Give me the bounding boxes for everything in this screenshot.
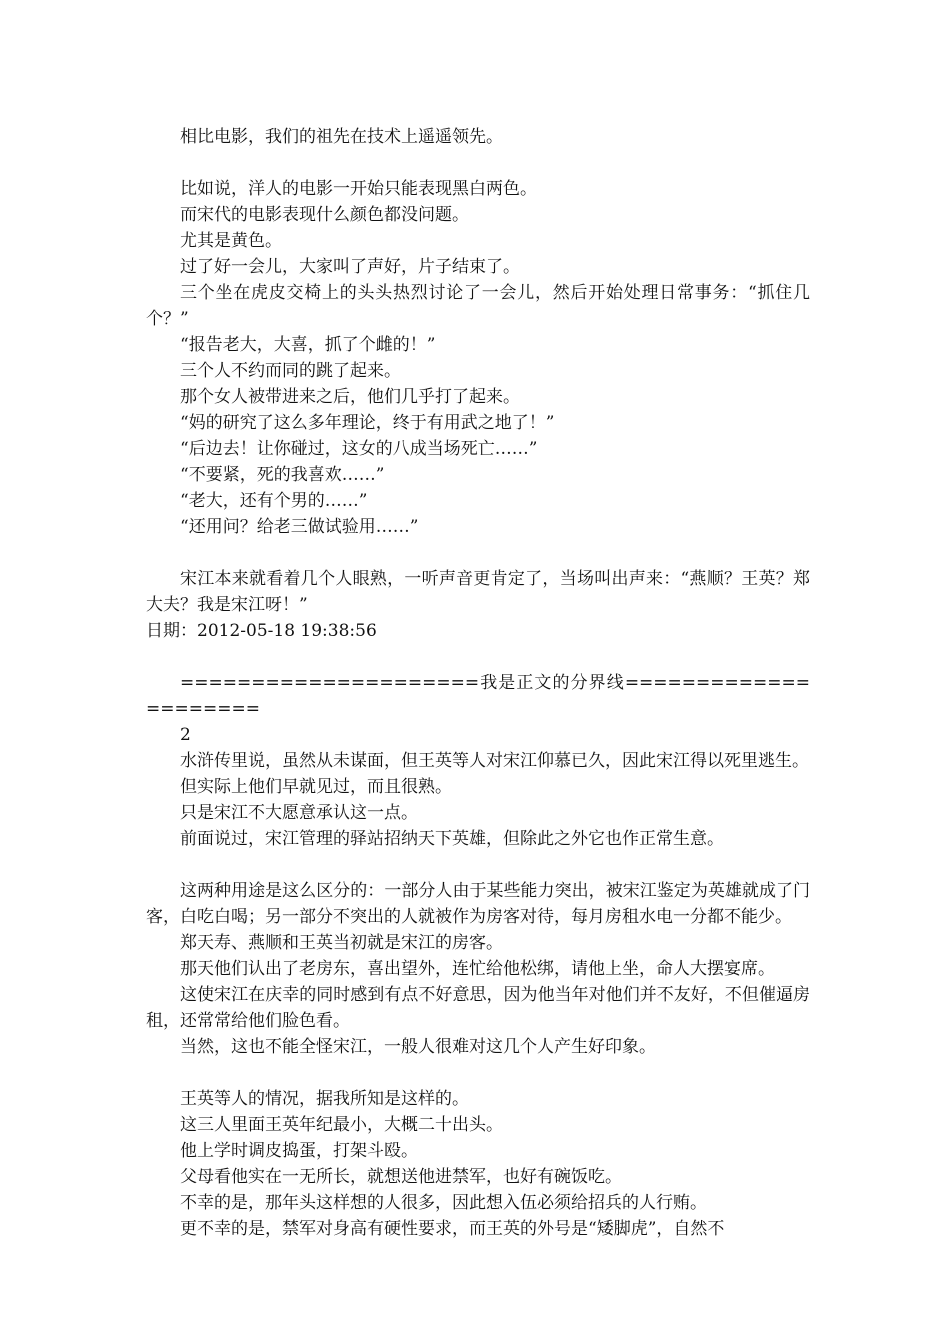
paragraph: 当然，这也不能全怪宋江，一般人很难对这几个人产生好印象。: [180, 1037, 656, 1057]
paragraph: “老大，还有个男的……”: [180, 491, 368, 511]
paragraph: 那天他们认出了老房东，喜出望外，连忙给他松绑，请他上坐，命人大摆宴席。: [180, 959, 775, 979]
paragraph: “还用问？给老三做试验用……”: [180, 517, 419, 537]
paragraph: 尤其是黄色。: [180, 231, 282, 251]
paragraph: “后边去！让你碰过，这女的八成当场死亡……”: [180, 439, 538, 459]
paragraph: 郑天寿、燕顺和王英当初就是宋江的房客。: [180, 933, 503, 953]
paragraph: 父母看他实在一无所长，就想送他进禁军，也好有碗饭吃。: [180, 1167, 622, 1187]
paragraph: 这使宋江在庆幸的同时感到有点不好意思，因为他当年对他们并不友好，不但催逼房租，还常常给他们脸色看。: [146, 985, 810, 1031]
paragraph: “妈的研究了这么多年理论，终于有用武之地了！”: [180, 413, 555, 433]
paragraph: 比如说，洋人的电影一开始只能表现黑白两色。: [180, 179, 537, 199]
paragraph: 不幸的是，那年头这样想的人很多，因此想入伍必须给招兵的人行贿。: [180, 1193, 707, 1213]
paragraph: “不要紧，死的我喜欢……”: [180, 465, 385, 485]
paragraph: 前面说过，宋江管理的驿站招纳天下英雄，但除此之外它也作正常生意。: [180, 829, 724, 849]
paragraph: 2: [180, 725, 191, 745]
paragraph: 这两种用途是这么区分的：一部分人由于某些能力突出，被宋江鉴定为英雄就成了门客，白吃白喝；另一部分不突出的人就被作为房客对待，每月房租水电一分都不能少。: [146, 881, 810, 927]
paragraph: 他上学时调皮捣蛋，打架斗殴。: [180, 1141, 418, 1161]
paragraph: 三个人不约而同的跳了起来。: [180, 361, 401, 381]
paragraph: 这三人里面王英年纪最小，大概二十出头。: [180, 1115, 503, 1135]
paragraph: 王英等人的情况，据我所知是这样的。: [180, 1089, 469, 1109]
paragraph: 那个女人被带进来之后，他们几乎打了起来。: [180, 387, 520, 407]
blank-line: [146, 852, 810, 878]
paragraph: 过了好一会儿，大家叫了声好，片子结束了。: [180, 257, 520, 277]
paragraph: 相比电影，我们的祖先在技术上遥遥领先。: [180, 127, 503, 147]
blank-line: [146, 644, 810, 670]
blank-line: [146, 1060, 810, 1086]
blank-line: [146, 150, 810, 176]
paragraph: 水浒传里说，虽然从未谋面，但王英等人对宋江仰慕已久，因此宋江得以死里逃生。: [180, 751, 809, 771]
paragraph: “报告老大，大喜，抓了个雌的！”: [180, 335, 436, 355]
paragraph: 日期：2012-05-18 19:38:56: [146, 621, 377, 641]
paragraph: 宋江本来就看着几个人眼熟，一听声音更肯定了，当场叫出声来：“燕顺？王英？郑大夫？我是宋江呀！”: [146, 569, 810, 615]
paragraph: 只是宋江不大愿意承认这一点。: [180, 803, 418, 823]
paragraph: 更不幸的是，禁军对身高有硬性要求，而王英的外号是“矮脚虎”，自然不: [180, 1219, 725, 1239]
paragraph: =====================我是正文的分界线=====================: [146, 673, 810, 719]
document-page: [146, 124, 810, 1242]
paragraph: 而宋代的电影表现什么颜色都没问题。: [180, 205, 469, 225]
paragraph: 但实际上他们早就见过，而且很熟。: [180, 777, 452, 797]
paragraph: 三个坐在虎皮交椅上的头头热烈讨论了一会儿，然后开始处理日常事务：“抓住几个？”: [146, 283, 810, 329]
blank-line: [146, 540, 810, 566]
